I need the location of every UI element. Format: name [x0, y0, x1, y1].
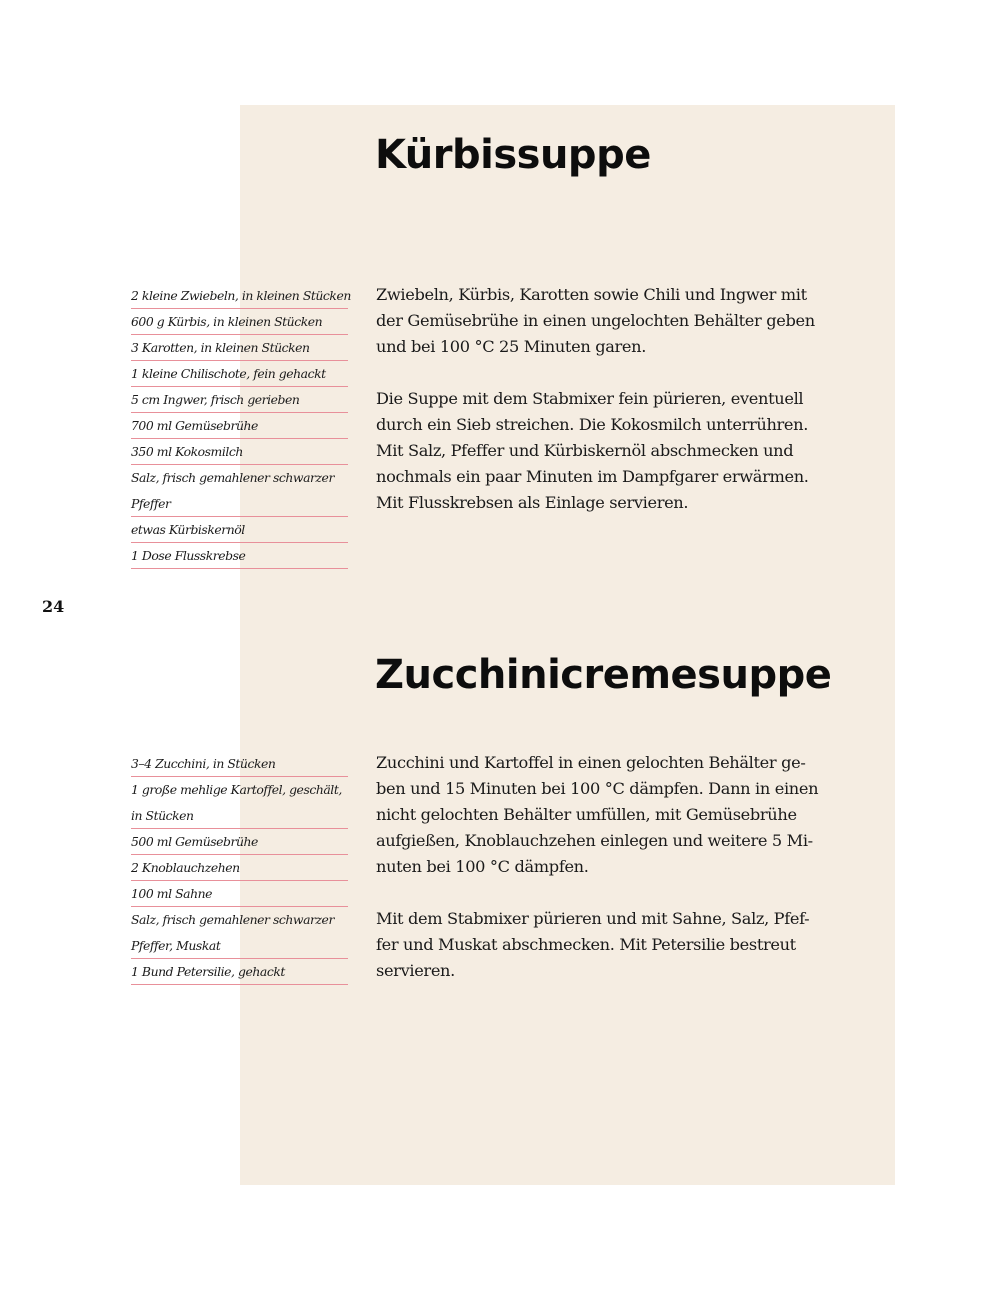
- recipe-background-panel: [240, 105, 895, 1185]
- ingredient-item: 5 cm Ingwer, frisch gerieben: [131, 387, 348, 413]
- method-paragraph: [376, 906, 876, 984]
- method-line: Mit Flusskrebsen als Einlage servieren.: [376, 493, 689, 512]
- ingredient-item: 500 ml Gemüsebrühe: [131, 829, 348, 855]
- method-line: nicht gelochten Behälter umfüllen, mit Gemüsebrühe: [376, 805, 797, 824]
- ingredient-item: 1 Bund Petersilie, gehackt: [131, 959, 348, 985]
- ingredient-item: 3 Karotten, in kleinen Stücken: [131, 335, 348, 361]
- method-line: durch ein Sieb streichen. Die Kokosmilch unterrühren.: [376, 415, 809, 434]
- method-paragraph: [376, 282, 876, 360]
- method-text-kuerbissuppe: [376, 282, 876, 542]
- ingredient-item: 3–4 Zucchini, in Stücken: [131, 751, 348, 777]
- ingredient-item: Pfeffer: [131, 491, 348, 517]
- ingredient-list-zucchinicremesuppe: [131, 751, 348, 985]
- method-line: Zwiebeln, Kürbis, Karotten sowie Chili und Ingwer mit: [376, 285, 807, 304]
- ingredient-item: Pfeffer, Muskat: [131, 933, 348, 959]
- ingredient-item: Salz, frisch gemahlener schwarzer: [131, 912, 334, 927]
- method-paragraph: [376, 386, 876, 516]
- method-text-zucchinicremesuppe: [376, 750, 876, 1010]
- ingredient-item: 1 Dose Flusskrebse: [131, 543, 348, 569]
- recipe-title-kuerbissuppe: Kürbissuppe: [375, 132, 651, 178]
- method-line: fer und Muskat abschmecken. Mit Petersilie bestreut: [376, 935, 796, 954]
- method-line: nochmals ein paar Minuten im Dampfgarer erwärmen.: [376, 467, 809, 486]
- ingredient-item: 350 ml Kokosmilch: [131, 439, 348, 465]
- ingredient-item: 1 große mehlige Kartoffel, geschält,: [131, 782, 342, 797]
- method-line: ben und 15 Minuten bei 100 °C dämpfen. Dann in einen: [376, 779, 819, 798]
- ingredient-item: 600 g Kürbis, in kleinen Stücken: [131, 309, 348, 335]
- page-number: 24: [42, 597, 65, 616]
- ingredient-item: Salz, frisch gemahlener schwarzer: [131, 470, 334, 485]
- method-line: Mit Salz, Pfeffer und Kürbiskernöl abschmecken und: [376, 441, 794, 460]
- ingredient-item: 2 Knoblauchzehen: [131, 855, 348, 881]
- ingredient-list-kuerbissuppe: [131, 283, 351, 569]
- ingredient-item: 100 ml Sahne: [131, 881, 348, 907]
- ingredient-item: 1 kleine Chilischote, fein gehackt: [131, 361, 348, 387]
- method-line: servieren.: [376, 961, 455, 980]
- method-paragraph: [376, 750, 876, 880]
- method-line: nuten bei 100 °C dämpfen.: [376, 857, 589, 876]
- ingredient-item: 700 ml Gemüsebrühe: [131, 413, 348, 439]
- method-line: Die Suppe mit dem Stabmixer fein pürieren, eventuell: [376, 389, 804, 408]
- method-line: der Gemüsebrühe in einen ungelochten Behälter geben: [376, 311, 815, 330]
- recipe-title-zucchinicremesuppe: Zucchinicremesuppe: [375, 652, 832, 698]
- method-line: Mit dem Stabmixer pürieren und mit Sahne, Salz, Pfef-: [376, 909, 810, 928]
- ingredient-item: in Stücken: [131, 803, 348, 829]
- method-line: und bei 100 °C 25 Minuten garen.: [376, 337, 646, 356]
- ingredient-item: etwas Kürbiskernöl: [131, 517, 348, 543]
- ingredient-item: 2 kleine Zwiebeln, in kleinen Stücken: [131, 283, 348, 309]
- method-line: Zucchini und Kartoffel in einen gelochten Behälter ge-: [376, 753, 806, 772]
- method-line: aufgießen, Knoblauchzehen einlegen und weitere 5 Mi-: [376, 831, 813, 850]
